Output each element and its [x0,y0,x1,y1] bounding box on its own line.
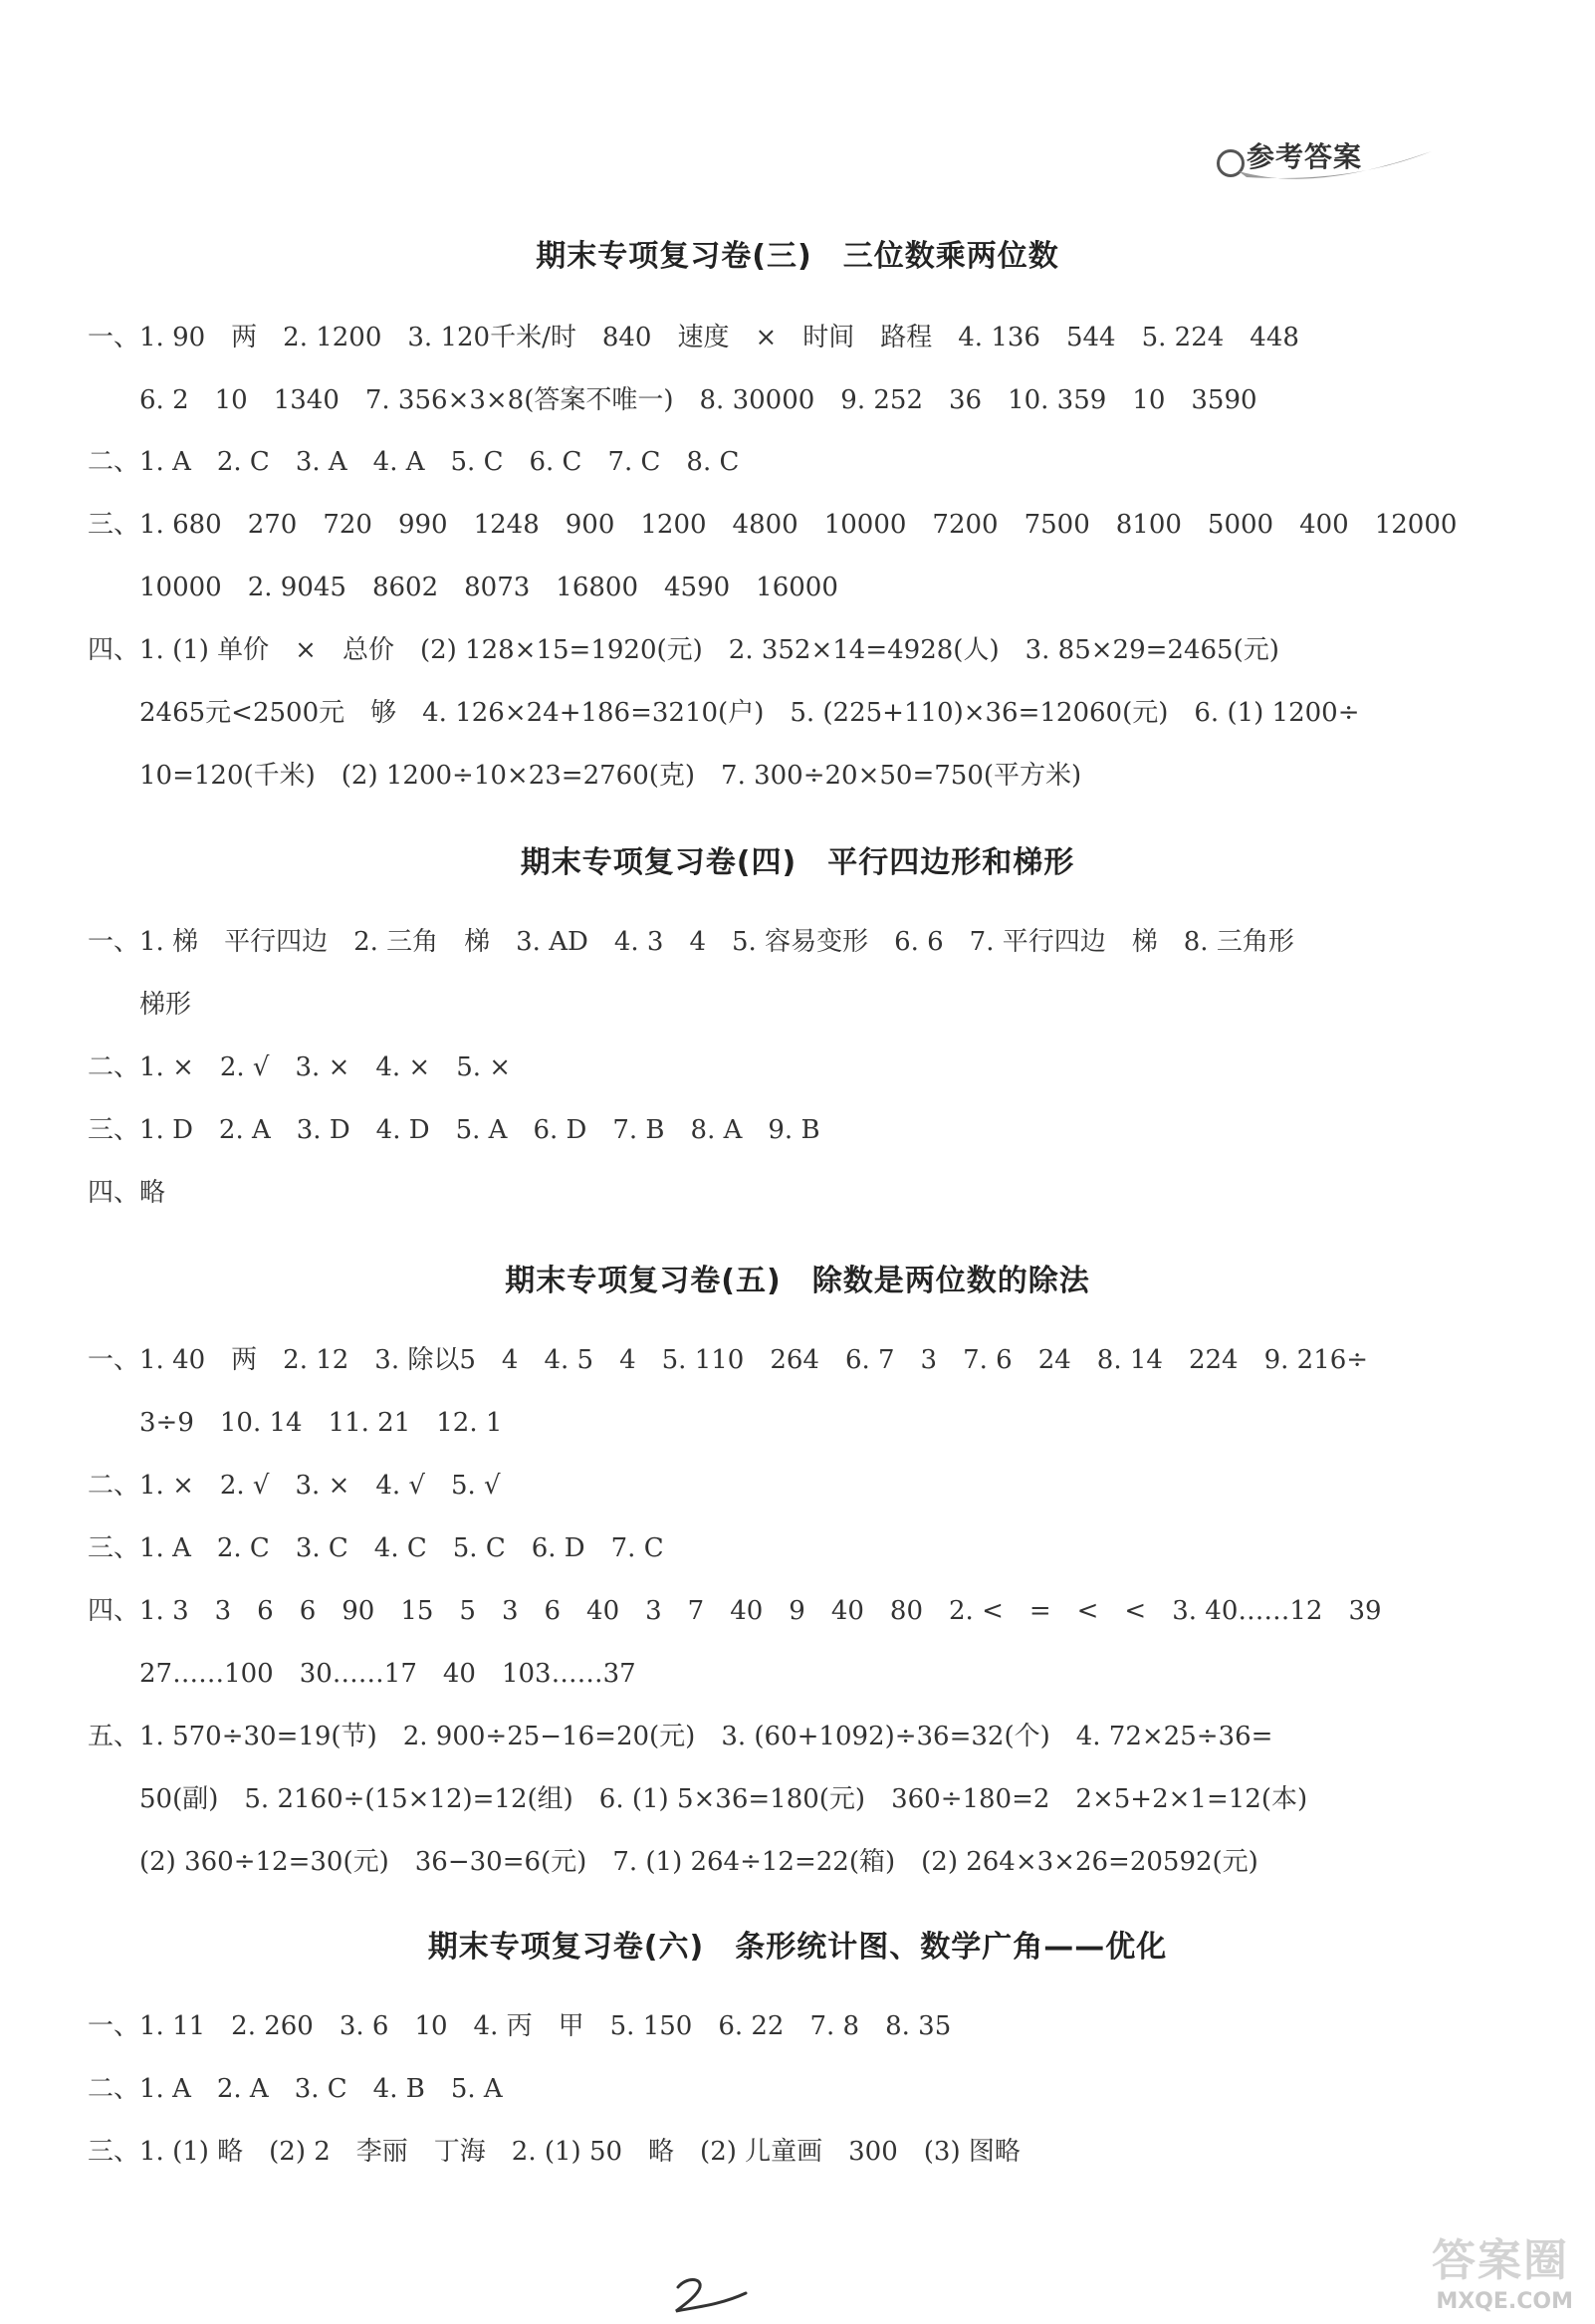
answer-line: 一、1. 梯 平行四边 2. 三角 梯 3. AD 4. 3 4 5. 容易变形 6. 6 7. 平行四边 梯 8. 三角形 [88,927,1294,957]
answer-line: 五、1. 570÷30=19(节) 2. 900÷25−16=20(元) 3. (60+1092)÷36=32(个) 4. 72×25÷36= [88,1722,1273,1751]
answer-line: 二、1. A 2. A 3. C 4. B 5. A [88,2074,503,2104]
answer-line: 三、1. 680 270 720 990 1248 900 1200 4800 10000 7200 7500 8100 5000 400 12000 [88,510,1458,540]
handwritten-page-number [672,2275,752,2315]
answer-line: 三、1. D 2. A 3. D 4. D 5. A 6. D 7. B 8. A 9. B [88,1115,820,1145]
answer-line: (2) 360÷12=30(元) 36−30=6(元) 7. (1) 264÷12=22(箱) (2) 264×3×26=20592(元) [88,1847,1258,1877]
section-title: 期末专项复习卷(四) 平行四边形和梯形 [520,845,1075,880]
badge-label: 参考答案 [1247,140,1363,173]
watermark [1388,2235,1587,2318]
answer-line: 2465元<2500元 够 4. 126×24+186=3210(户) 5. (225+110)×36=12060(元) 6. (1) 1200÷ [88,698,1360,728]
section-title: 期末专项复习卷(三) 三位数乘两位数 [536,239,1059,274]
watermark-url: MXQE.COM [1436,2289,1573,2314]
watermark-logo: 答案圈 [1432,2235,1569,2286]
answer-line: 四、1. (1) 单价 × 总价 (2) 128×15=1920(元) 2. 352×14=4928(人) 3. 85×29=2465(元) [88,635,1279,665]
answer-line: 二、1. A 2. C 3. A 4. A 5. C 6. C 7. C 8. C [88,447,740,477]
answer-line: 二、1. × 2. √ 3. × 4. √ 5. √ [88,1471,501,1501]
section-title: 期末专项复习卷(五) 除数是两位数的除法 [505,1264,1090,1298]
answer-line: 50(副) 5. 2160÷(15×12)=12(组) 6. (1) 5×36=180(元) 360÷180=2 2×5+2×1=12(本) [88,1784,1308,1814]
answer-key-badge [1217,129,1436,189]
answer-line: 一、1. 40 两 2. 12 3. 除以5 4 4. 5 4 5. 110 264 6. 7 3 7. 6 24 8. 14 224 9. 216÷ [88,1345,1369,1375]
answer-line: 二、1. × 2. √ 3. × 4. × 5. × [88,1052,512,1082]
answer-line: 3÷9 10. 14 11. 21 12. 1 [88,1408,503,1438]
section-title: 期末专项复习卷(六) 条形统计图、数学广角——优化 [427,1930,1168,1965]
answer-line: 三、1. A 2. C 3. C 4. C 5. C 6. D 7. C [88,1533,664,1563]
answer-line: 27……100 30……17 40 103……37 [88,1659,636,1689]
answer-line: 6. 2 10 1340 7. 356×3×8(答案不唯一) 8. 30000 9. 252 36 10. 359 10 3590 [88,385,1257,415]
answer-line: 四、1. 3 3 6 6 90 15 5 3 6 40 3 7 40 9 40 80 2. < = < < 3. 40……12 39 [88,1596,1382,1626]
answer-line: 10=120(千米) (2) 1200÷10×23=2760(克) 7. 300÷20×50=750(平方米) [88,761,1082,791]
answer-line: 梯形 [88,990,192,1020]
answer-line: 10000 2. 9045 8602 8073 16800 4590 16000 [88,573,838,602]
answer-line: 四、略 [88,1178,166,1208]
answer-line: 一、1. 90 两 2. 1200 3. 120千米/时 840 速度 × 时间 路程 4. 136 544 5. 224 448 [88,323,1299,352]
answer-line: 一、1. 11 2. 260 3. 6 10 4. 丙 甲 5. 150 6. 22 7. 8 8. 35 [88,2011,952,2041]
answer-line: 三、1. (1) 略 (2) 2 李丽 丁海 2. (1) 50 略 (2) 儿童画 300 (3) 图略 [88,2137,1021,2167]
